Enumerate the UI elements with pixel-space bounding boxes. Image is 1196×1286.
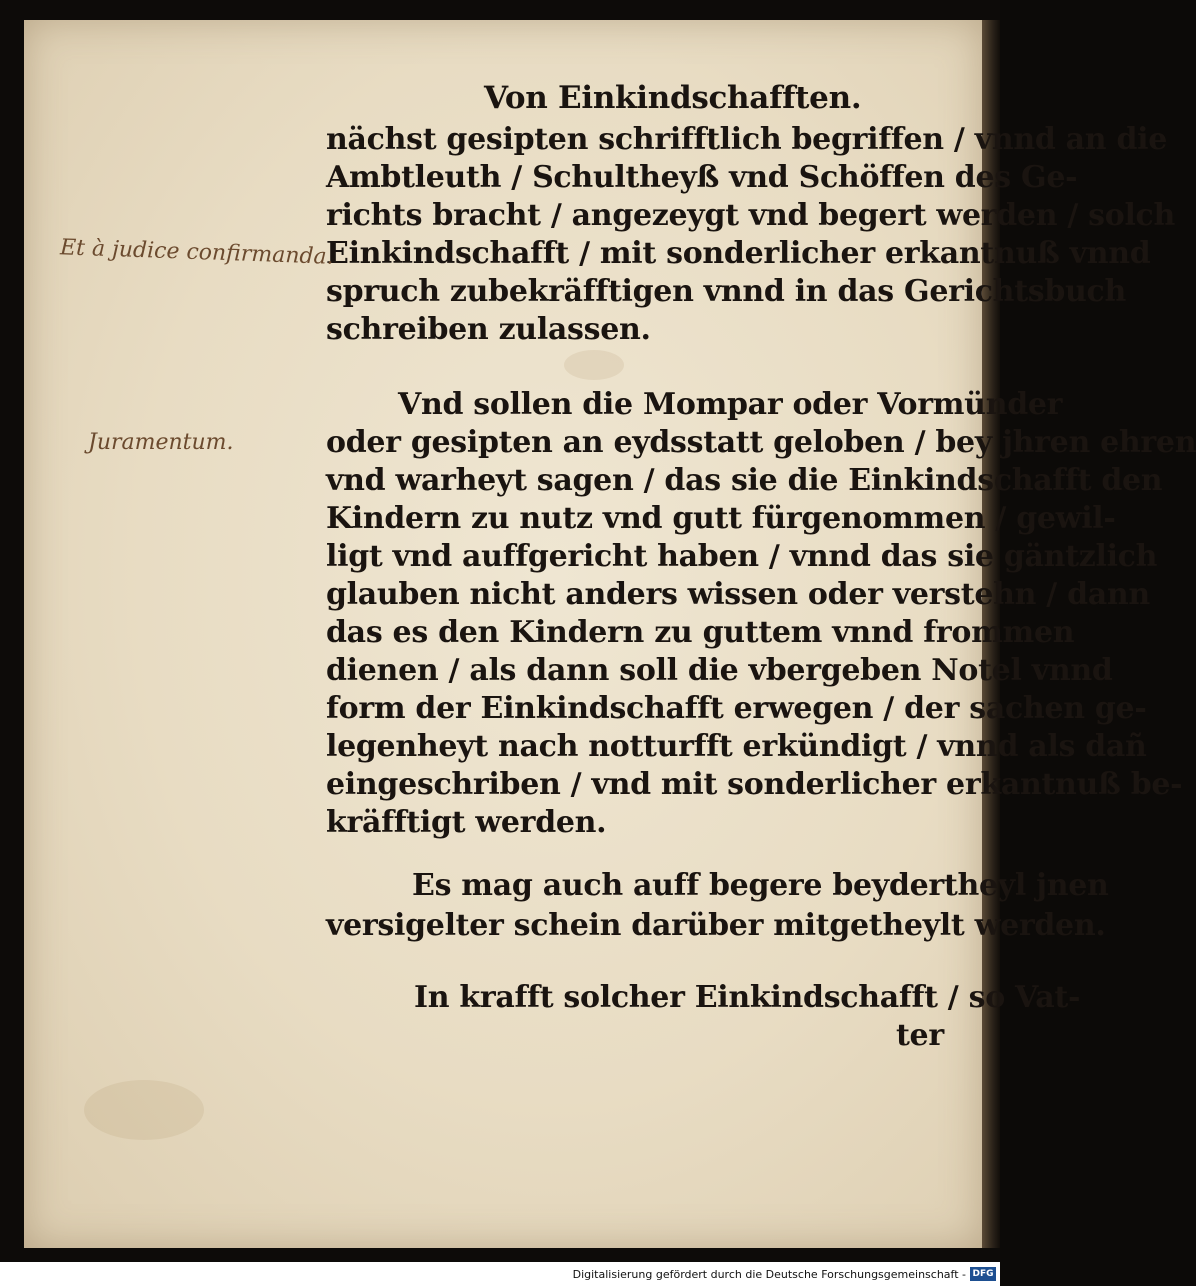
- dfg-logo: DFG: [970, 1267, 996, 1281]
- text-line: Ambtleuth / Schultheyß vnd Schöffen des Ge-: [326, 160, 1078, 195]
- text-line: kräfftigt werden.: [326, 805, 607, 840]
- text-line: eingeschriben / vnd mit sonderlicher erkantnuß be-: [326, 767, 1183, 802]
- text-line: ligt vnd auffgericht haben / vnnd das sie gäntzlich: [326, 539, 1158, 574]
- text-line: oder gesipten an eydsstatt geloben / bey jhren ehren: [326, 425, 1196, 460]
- text-line: nächst gesipten schrifftlich begriffen / vnnd an die: [326, 122, 1168, 157]
- footer-credit: Digitalisierung gefördert durch die Deutsche Forschungsgemeinschaft -: [572, 1268, 966, 1281]
- text-line: spruch zubekräfftigen vnnd in das Gerichtsbuch: [326, 274, 1127, 309]
- text-line: Vnd sollen die Mompar oder Vormünder: [398, 387, 1063, 422]
- text-line: glauben nicht anders wissen oder verstehn / dann: [326, 577, 1150, 612]
- text-line: legenheyt nach notturfft erkündigt / vnnd als dañ: [326, 729, 1147, 764]
- margin-note: Juramentum.: [88, 430, 234, 455]
- text-line: dienen / als dann soll die vbergeben Notel vnnd: [326, 653, 1113, 688]
- catchword: ter: [896, 1018, 944, 1053]
- text-line: Einkindschafft / mit sonderlicher erkantnuß vnnd: [326, 236, 1151, 271]
- text-line: versigelter schein darüber mitgetheylt werden.: [326, 908, 1106, 943]
- text-line: schreiben zulassen.: [326, 312, 651, 347]
- text-line: vnd warheyt sagen / das sie die Einkindschafft den: [326, 463, 1163, 498]
- text-line: In krafft solcher Einkindschafft / so Vat-: [414, 980, 1081, 1015]
- paper-stain: [564, 350, 624, 380]
- text-line: Kindern zu nutz vnd gutt fürgenommen / gewil-: [326, 501, 1116, 536]
- text-line: Es mag auch auff begere beydertheyl jnen: [412, 868, 1109, 903]
- margin-note: Et à judice confirmanda.: [59, 235, 335, 270]
- text-line: das es den Kindern zu guttem vnnd frommen: [326, 615, 1075, 650]
- text-line: form der Einkindschafft erwegen / der sachen ge-: [326, 691, 1147, 726]
- page-heading: Von Einkindschafften.: [484, 80, 862, 116]
- paper-stain: [84, 1080, 204, 1140]
- text-line: richts bracht / angezeygt vnd begert werden / solch: [326, 198, 1176, 233]
